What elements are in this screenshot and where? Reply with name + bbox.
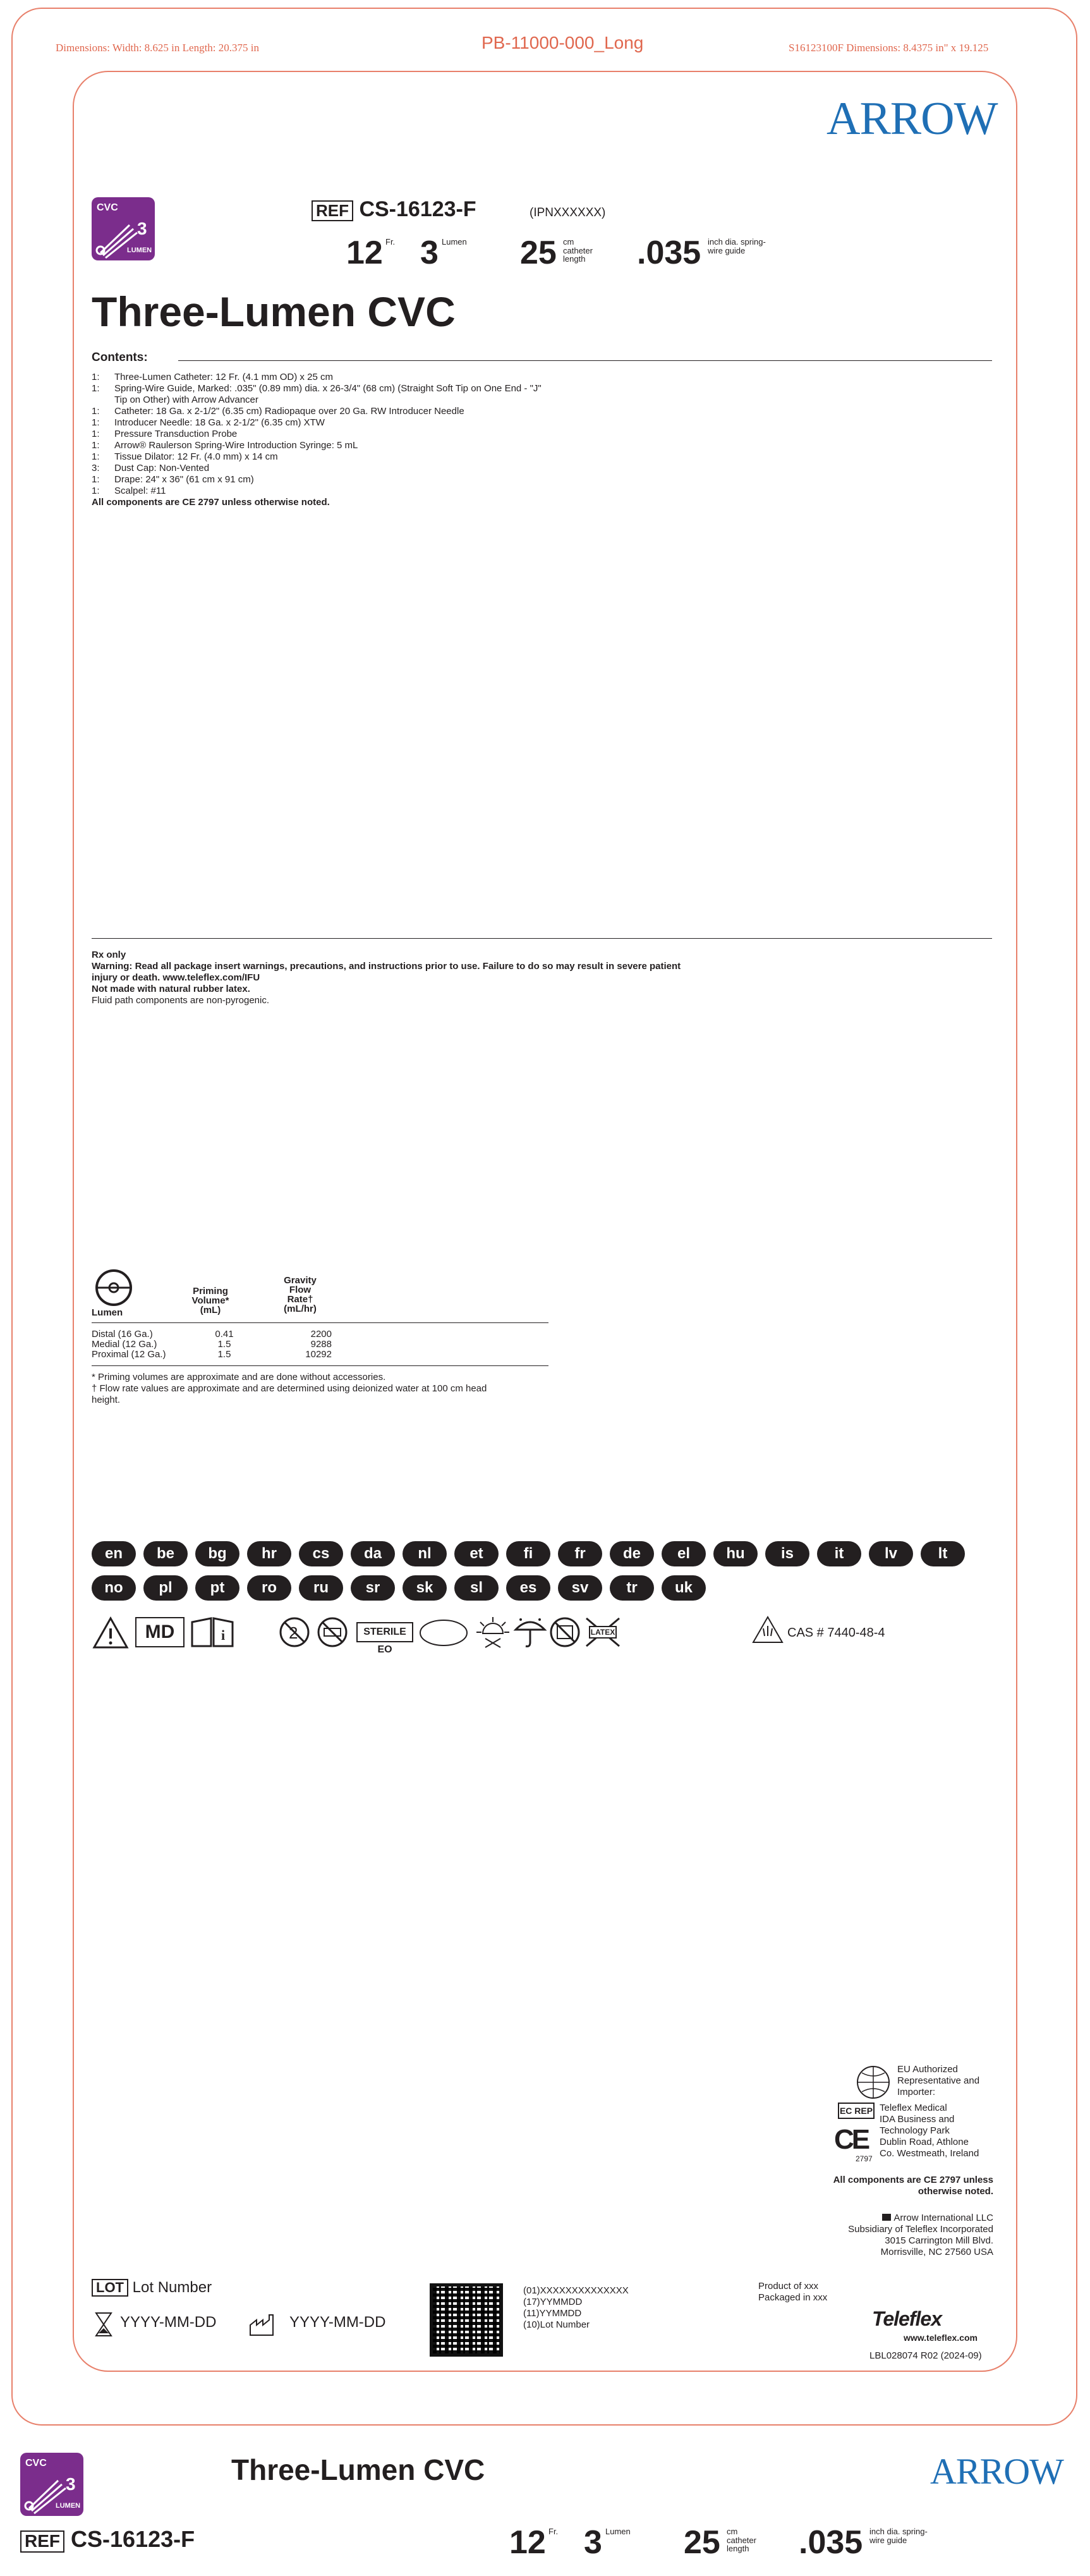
footer-spec-lumen-unit: Lumen	[605, 2527, 631, 2536]
list-item: 3: Dust Cap: Non-Vented	[92, 463, 210, 473]
language-pill-uk: uk	[662, 1575, 706, 1601]
footer-ref-code: CS-16123-F	[71, 2526, 195, 2552]
single-use-icon	[278, 1616, 311, 1649]
language-pill-sv: sv	[558, 1575, 602, 1601]
cas-number: CAS # 7440-48-4	[787, 1626, 885, 1640]
spec-guide-value: .035	[637, 235, 701, 271]
language-pill-pt: pt	[195, 1575, 239, 1601]
manufacture-date: YYYY-MM-DD	[289, 2314, 386, 2331]
language-pill-tr: tr	[610, 1575, 654, 1601]
arrow-logo: ARROW	[827, 93, 998, 145]
spec-fr-unit: Fr.	[385, 237, 396, 247]
language-pill-et: et	[454, 1541, 499, 1566]
spec-guide	[637, 234, 766, 272]
ref-block	[312, 197, 476, 222]
table-row: Medial (12 Ga.) 1.5 9288	[92, 1339, 332, 1350]
list-item: 1: Catheter: 18 Ga. x 2-1/2" (6.35 cm) Radiopaque over 20 Ga. RW Introducer Needle	[92, 406, 464, 417]
footer-title: Three-Lumen CVC	[231, 2453, 485, 2486]
language-pill-bg: bg	[195, 1541, 239, 1566]
footer-catheter-icon	[20, 2453, 83, 2516]
ref-code: CS-16123-F	[359, 197, 476, 221]
warnings-block	[92, 949, 989, 1006]
list-item: 1: Spring-Wire Guide, Marked: .035" (0.89 mm) dia. x 26-3/4" (68 cm) (Straight Soft Tip on One End - "J"	[92, 383, 542, 394]
language-pill-da: da	[351, 1541, 395, 1566]
ref-label: REF	[312, 200, 353, 221]
dimensions-right: S16123100F Dimensions: 8.4375 in" x 19.125	[789, 42, 989, 54]
keep-from-sunlight-icon	[474, 1615, 512, 1650]
svg-text:i: i	[221, 1627, 226, 1643]
footer-spec-fr-unit: Fr.	[548, 2527, 559, 2536]
lot-block	[92, 2279, 212, 2297]
warnings-rule	[92, 938, 992, 939]
footer-badge-bottom: LUMEN	[56, 2502, 81, 2510]
lumen-icon	[94, 1267, 134, 1308]
language-pill-be: be	[143, 1541, 188, 1566]
language-pill-is: is	[765, 1541, 809, 1566]
spec-lumen-value: 3	[420, 235, 439, 271]
list-item: 1: Three-Lumen Catheter: 12 Fr. (4.1 mm OD) x 25 cm	[92, 372, 333, 382]
badge-bottom-label: LUMEN	[127, 247, 152, 254]
cvc-badge	[92, 197, 155, 260]
table-rule-top	[92, 1322, 548, 1323]
ipn-code: (IPNXXXXXX)	[530, 206, 606, 219]
latex-label: LATEX	[589, 1626, 617, 1639]
footer-spec-fr-value: 12	[509, 2524, 546, 2561]
expiry-date: YYYY-MM-DD	[120, 2314, 217, 2331]
language-pill-pl: pl	[143, 1575, 188, 1601]
manufacture-date-icon	[248, 2312, 282, 2338]
footer-spec-length	[684, 2524, 756, 2561]
caution-icon	[92, 1616, 130, 1650]
pyrogenic-note: Fluid path components are non-pyrogenic.	[92, 995, 270, 1006]
footer-spec-length-unit: cm catheter length	[727, 2527, 756, 2554]
footer-spec-length-value: 25	[684, 2524, 720, 2561]
language-pill-de: de	[610, 1541, 654, 1566]
language-pill-sr: sr	[351, 1575, 395, 1601]
cas-hazard-icon	[751, 1615, 785, 1647]
language-pill-hu: hu	[713, 1541, 758, 1566]
ce-note: All components are CE 2797 unless otherwise noted.	[92, 497, 330, 508]
spec-fr-value: 12	[346, 235, 383, 271]
ifu-book-icon	[190, 1616, 235, 1649]
ec-rep-symbol: EC REP	[838, 2103, 875, 2119]
list-item: 1: Introducer Needle: 18 Ga. x 2-1/2" (6.35 cm) XTW	[92, 417, 325, 428]
list-item: 1: Pressure Transduction Probe	[92, 429, 238, 439]
document-code: PB-11000-000_Long	[481, 33, 644, 52]
language-pill-lt: lt	[921, 1541, 965, 1566]
language-pill-hr: hr	[247, 1541, 291, 1566]
footer-spec-guide	[799, 2524, 928, 2561]
lumen-rows	[92, 1329, 332, 1360]
udi-text: (01)XXXXXXXXXXXXXX (17)YYMMDD (11)YYMMDD (10)Lot Number	[523, 2285, 629, 2330]
list-item: 1: Drape: 24" x 36" (61 cm x 91 cm)	[92, 474, 254, 485]
spec-guide-unit: inch dia. spring-wire guide	[708, 237, 766, 255]
spec-lumen-unit: Lumen	[442, 237, 467, 247]
sterile-eo-symbol: STERILE EO	[356, 1622, 413, 1642]
footer-badge-top: CVC	[25, 2458, 47, 2469]
md-symbol: MD	[135, 1617, 185, 1647]
dimensions-left: Dimensions: Width: 8.625 in Length: 20.375 in	[56, 42, 259, 54]
importer-globe-icon	[854, 2064, 892, 2101]
language-pill-en: en	[92, 1541, 136, 1566]
keep-dry-icon	[513, 1615, 547, 1650]
ce-number: 2797	[856, 2154, 873, 2163]
datamatrix-code	[430, 2283, 503, 2357]
language-pill-ru: ru	[299, 1575, 343, 1601]
language-pill-no: no	[92, 1575, 136, 1601]
warning-text: Warning: Read all package insert warnings, precautions, and instructions prior to use. Failure to do so may result in severe patient	[92, 961, 681, 972]
do-not-use-if-damaged-icon	[548, 1616, 581, 1649]
col-priming: Priming Volume* (mL)	[191, 1286, 229, 1315]
footer-arrow-logo: ARROW	[930, 2451, 1063, 2492]
ce-mark: CE	[834, 2124, 868, 2155]
ec-rep-address: Teleflex Medical IDA Business and Technology Park Dublin Road, Athlone Co. Westmeath, Ireland	[880, 2103, 979, 2159]
do-not-resterilize-icon	[316, 1616, 349, 1649]
hourglass-icon	[94, 2310, 114, 2338]
language-pill-ro: ro	[247, 1575, 291, 1601]
svg-text:2: 2	[289, 1623, 298, 1642]
importer-label: EU Authorized Representative and Importer:	[897, 2064, 980, 2097]
badge-top-label: CVC	[97, 202, 118, 213]
list-item: Tip on Other) with Arrow Advancer	[114, 394, 258, 405]
language-pill-fr: fr	[558, 1541, 602, 1566]
teleflex-url: www.teleflex.com	[904, 2333, 978, 2343]
spec-length-unit: cm catheter length	[563, 237, 593, 264]
language-row-2	[92, 1575, 1014, 1601]
lot-label: LOT	[92, 2279, 128, 2297]
footer-cvc-badge	[20, 2453, 83, 2516]
manufacturer-address: Arrow International LLC Subsidiary of Teleflex Incorporated 3015 Carrington Mill Blvd. Morrisville, NC 27560 USA	[848, 2213, 993, 2257]
contents-list	[92, 372, 976, 508]
spec-length	[520, 234, 593, 272]
language-pill-sl: sl	[454, 1575, 499, 1601]
spec-fr	[346, 234, 396, 272]
footer-ref-label: REF	[20, 2530, 64, 2553]
language-pill-cs: cs	[299, 1541, 343, 1566]
language-pill-nl: nl	[403, 1541, 447, 1566]
footer-badge-number: 3	[66, 2474, 76, 2494]
spec-length-value: 25	[520, 235, 557, 271]
table-row: Distal (16 Ga.) 0.41 2200	[92, 1329, 332, 1340]
lot-text: Lot Number	[132, 2279, 212, 2296]
table-rule-bottom	[92, 1365, 548, 1366]
language-pill-lv: lv	[869, 1541, 913, 1566]
teleflex-logo: Teleflex	[872, 2307, 942, 2330]
table-row: Proximal (12 Ga.) 1.5 10292	[92, 1349, 332, 1360]
rx-only: Rx only	[92, 949, 126, 960]
footer-spec-guide-unit: inch dia. spring-wire guide	[869, 2527, 928, 2545]
origin-text: Product of xxx Packaged in xxx	[758, 2281, 828, 2303]
language-pill-fi: fi	[506, 1541, 550, 1566]
page-title: Three-Lumen CVC	[92, 288, 456, 335]
footer-spec-lumen-value: 3	[584, 2524, 602, 2561]
footer-ref-block	[20, 2526, 195, 2553]
list-item: 1: Scalpel: #11	[92, 485, 166, 496]
latex-note: Not made with natural rubber latex.	[92, 984, 250, 994]
latex-free-icon	[584, 1616, 622, 1649]
ce-note-bottom: All components are CE 2797 unless otherwise noted.	[833, 2175, 993, 2197]
blank-oval	[418, 1618, 469, 1647]
language-pill-es: es	[506, 1575, 550, 1601]
catheter-icon	[92, 197, 155, 260]
footer-spec-guide-value: .035	[799, 2524, 863, 2561]
language-pill-it: it	[817, 1541, 861, 1566]
badge-number: 3	[137, 219, 147, 238]
col-flow: Gravity Flow Rate† (mL/hr)	[284, 1275, 317, 1314]
document-revision: LBL028074 R02 (2024-09)	[869, 2350, 982, 2361]
warning-text-2: injury or death. www.teleflex.com/IFU	[92, 972, 260, 983]
spec-lumen	[420, 234, 467, 272]
language-row-1	[92, 1541, 1014, 1566]
language-pill-sk: sk	[403, 1575, 447, 1601]
contents-heading: Contents:	[92, 351, 148, 364]
list-item: 1: Tissue Dilator: 12 Fr. (4.0 mm) x 14 cm	[92, 451, 278, 462]
manufacturer-icon	[882, 2214, 891, 2221]
list-item: 1: Arrow® Raulerson Spring-Wire Introduction Syringe: 5 mL	[92, 440, 358, 451]
footer-spec-fr	[509, 2524, 559, 2561]
contents-rule	[178, 360, 992, 361]
table-footnotes: * Priming volumes are approximate and are done without accessories. † Flow rate values are approximate and are determined using deionized water at 100 cm head height.	[92, 1372, 487, 1405]
language-pill-el: el	[662, 1541, 706, 1566]
col-lumen: Lumen	[92, 1307, 123, 1318]
footer-spec-lumen	[584, 2524, 631, 2561]
